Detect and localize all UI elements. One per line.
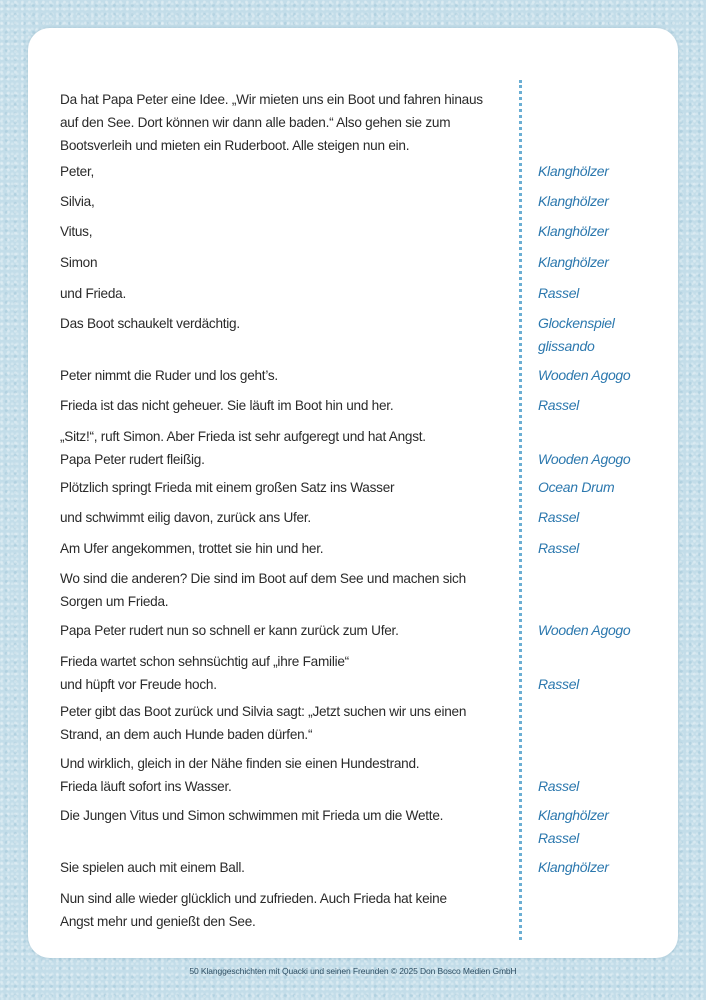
story-text: Da hat Papa Peter eine Idee. „Wir mieten uns ein Boot und fahren hinaus auf den See. Dort können wir dann alle baden.“ Also gehen sie zum Bootsverleih und mieten ein Ruderboot. Alle steigen nun ein.	[60, 92, 483, 153]
story-text: Peter,	[60, 164, 95, 179]
instrument-cue: Klanghölzer	[538, 193, 609, 209]
story-text: Peter nimmt die Ruder und los geht’s.	[60, 368, 278, 383]
story-text: Sie spielen auch mit einem Ball.	[60, 860, 245, 875]
instrument-cue: Klanghölzer Rassel	[538, 807, 609, 846]
story-text: Vitus,	[60, 224, 93, 239]
instrument-cue: Wooden Agogo	[538, 367, 631, 383]
story-text: Simon	[60, 255, 98, 270]
story-text: und schwimmt eilig davon, zurück ans Ufer.	[60, 510, 311, 525]
page-footer: 50 Klanggeschichten mit Quacki und seinen Freunden © 2025 Don Bosco Medien GmbH	[189, 966, 517, 976]
instrument-cue: Ocean Drum	[538, 479, 615, 495]
instrument-cue: Rassel	[538, 676, 579, 692]
instrument-cue: Rassel	[538, 509, 579, 525]
instrument-cue: Rassel	[538, 397, 579, 413]
story-text: und Frieda.	[60, 286, 127, 301]
instrument-cue: Wooden Agogo	[538, 451, 631, 467]
story-text: Papa Peter rudert nun so schnell er kann zurück zum Ufer.	[60, 623, 399, 638]
story-text: Peter gibt das Boot zurück und Silvia sagt: „Jetzt suchen wir uns einen Strand, an dem auch Hunde baden dürfen.“	[60, 704, 467, 742]
story-text: Nun sind alle wieder glücklich und zufrieden. Auch Frieda hat keine Angst mehr und genießt den See.	[60, 891, 447, 929]
story-text: Und wirklich, gleich in der Nähe finden sie einen Hundestrand. Frieda läuft sofort ins Wasser.	[60, 756, 420, 794]
instrument-cue: Klanghölzer	[538, 254, 609, 270]
instrument-cue: Klanghölzer	[538, 163, 609, 179]
instrument-cue: Klanghölzer	[538, 223, 609, 239]
story-text: Das Boot schaukelt verdächtig.	[60, 316, 240, 331]
instrument-cue: Rassel	[538, 285, 579, 301]
story-text: Frieda ist das nicht geheuer. Sie läuft im Boot hin und her.	[60, 398, 394, 413]
story-text: Am Ufer angekommen, trottet sie hin und her.	[60, 541, 324, 556]
story-text: Frieda wartet schon sehnsüchtig auf „ihre Familie“ und hüpft vor Freude hoch.	[60, 654, 349, 692]
story-text: Plötzlich springt Frieda mit einem großen Satz ins Wasser	[60, 480, 395, 495]
instrument-cue: Wooden Agogo	[538, 622, 631, 638]
story-text: Wo sind die anderen? Die sind im Boot auf dem See und machen sich Sorgen um Frieda.	[60, 571, 466, 609]
instrument-cue: Rassel	[538, 778, 579, 794]
dotted-divider	[519, 80, 522, 940]
story-text: Die Jungen Vitus und Simon schwimmen mit Frieda um die Wette.	[60, 808, 444, 823]
instrument-cue: Rassel	[538, 540, 579, 556]
instrument-cue: Klanghölzer	[538, 859, 609, 875]
story-text: Silvia,	[60, 194, 95, 209]
story-text: „Sitz!“, ruft Simon. Aber Frieda ist sehr aufgeregt und hat Angst. Papa Peter rudert fleißig.	[60, 429, 426, 467]
instrument-cue: Glockenspiel glissando	[538, 315, 615, 354]
